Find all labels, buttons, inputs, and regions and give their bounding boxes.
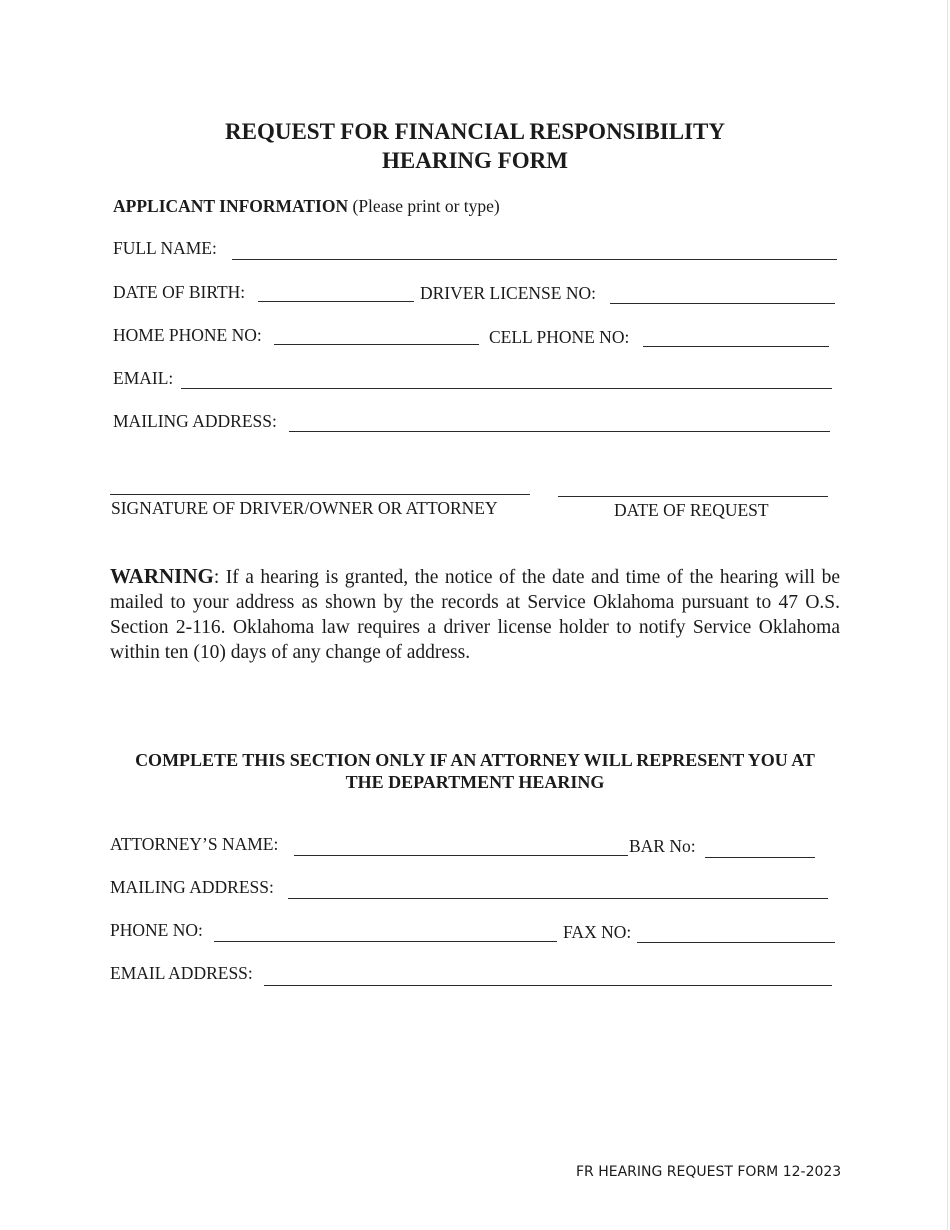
attorney-email-label: EMAIL ADDRESS:: [110, 963, 253, 983]
full-name-field[interactable]: [232, 259, 837, 260]
applicant-heading-note: (Please print or type): [352, 196, 500, 216]
form-id-footer: FR HEARING REQUEST FORM 12-2023: [576, 1164, 842, 1180]
home-phone-label: HOME PHONE NO:: [113, 325, 262, 345]
attorney-section-heading-line2: THE DEPARTMENT HEARING: [345, 772, 605, 792]
date-of-birth-label: DATE OF BIRTH:: [113, 282, 246, 302]
fax-number-field[interactable]: [637, 942, 835, 943]
driver-license-label: DRIVER LICENSE NO:: [420, 283, 596, 303]
full-name-label: FULL NAME:: [113, 238, 217, 258]
cell-phone-label: CELL PHONE NO:: [489, 327, 630, 347]
date-of-request-field[interactable]: [558, 496, 828, 497]
home-phone-field[interactable]: [274, 344, 479, 345]
date-of-request-label: DATE OF REQUEST: [614, 500, 769, 520]
form-title-line1: REQUEST FOR FINANCIAL RESPONSIBILITY: [225, 119, 725, 144]
bar-number-field[interactable]: [705, 857, 815, 858]
driver-license-field[interactable]: [610, 303, 835, 304]
signature-field[interactable]: [110, 494, 530, 495]
cell-phone-field[interactable]: [643, 346, 829, 347]
email-label: EMAIL:: [113, 368, 174, 388]
attorney-phone-field[interactable]: [214, 941, 557, 942]
attorney-phone-label: PHONE NO:: [110, 920, 203, 940]
attorney-section-heading-line1: COMPLETE THIS SECTION ONLY IF AN ATTORNEY WILL REPRESENT YOU AT: [135, 750, 815, 770]
page-edge: [947, 0, 948, 1230]
applicant-heading-label: APPLICANT INFORMATION: [113, 196, 349, 216]
bar-number-label: BAR No:: [629, 836, 696, 856]
fax-number-label: FAX NO:: [563, 922, 632, 942]
mailing-address-label: MAILING ADDRESS:: [113, 411, 277, 431]
date-of-birth-field[interactable]: [258, 301, 414, 302]
form-title-line2: HEARING FORM: [382, 148, 568, 173]
email-field[interactable]: [181, 388, 832, 389]
warning-paragraph: [110, 564, 840, 665]
attorney-mailing-address-label: MAILING ADDRESS:: [110, 877, 274, 897]
attorney-mailing-address-field[interactable]: [288, 898, 828, 899]
warning-label: WARNING: [110, 564, 214, 588]
attorney-name-label: ATTORNEY’S NAME:: [110, 834, 279, 854]
warning-text: : If a hearing is granted, the notice of the date and time of the hearing will be mailed to your address as shown by the records at Service Oklahoma pursuant to 47 O.S. Section 2-116. Oklahoma law requires a driver license holder to notify Service Oklahoma within ten (10) days of any change of address.: [110, 567, 840, 663]
applicant-heading: [113, 196, 500, 217]
attorney-email-field[interactable]: [264, 985, 832, 986]
signature-label: SIGNATURE OF DRIVER/OWNER OR ATTORNEY: [111, 498, 498, 518]
mailing-address-field[interactable]: [289, 431, 830, 432]
attorney-name-field[interactable]: [294, 855, 628, 856]
